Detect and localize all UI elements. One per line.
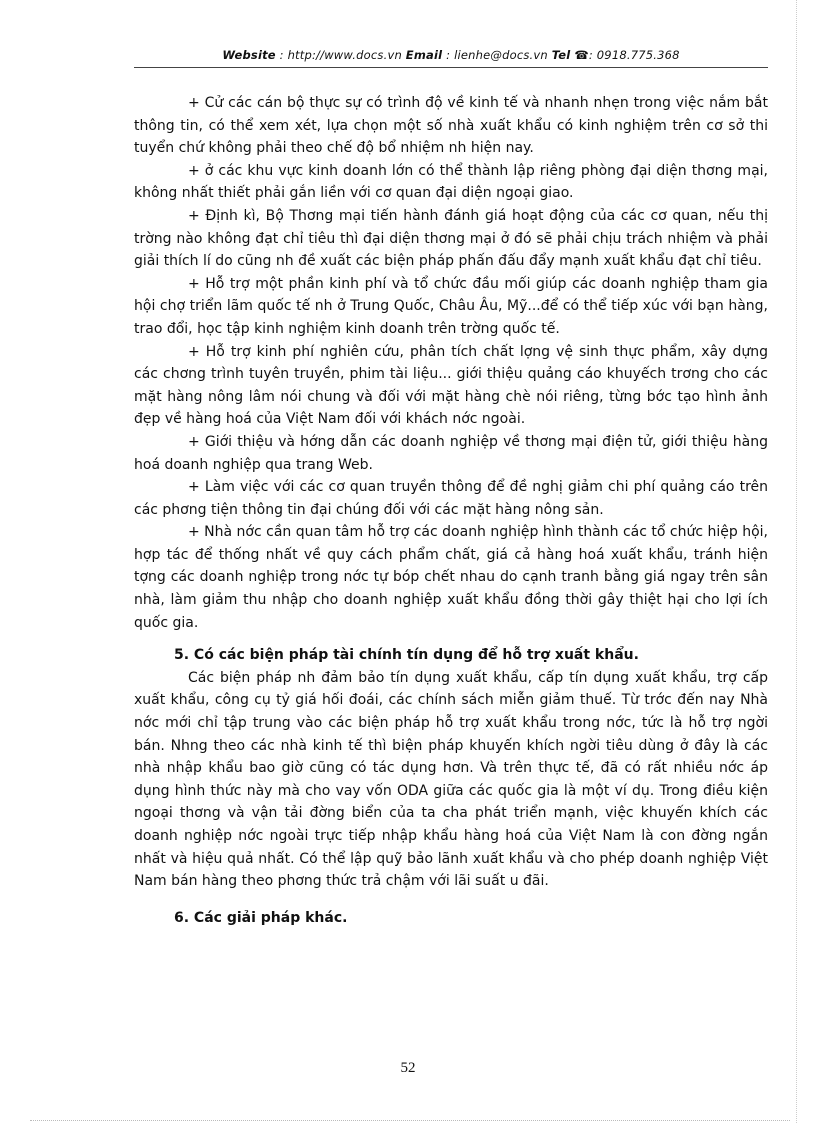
paragraph: + Làm việc với các cơ quan truyền thông để đề nghị giảm chi phí quảng cáo trên các phơng tiện thông tin đại chúng đối với các mặt hàng nông sản. xyxy=(134,479,768,518)
section-heading-6: 6. Các giải pháp khác. xyxy=(174,909,348,926)
paragraph: + Hỗ trợ một phần kinh phí và tổ chức đầu mối giúp các doanh nghiệp tham gia hội chợ triển lãm quốc tế nh ở Trung Quốc, Châu Âu, Mỹ...để có thể tiếp xúc với bạn hàng, trao đổi, học tập kinh nghiệm kinh doanh trên trờng quốc tế. xyxy=(134,275,768,337)
page-number: 52 xyxy=(400,1060,416,1076)
paragraph: + Hỗ trợ kinh phí nghiên cứu, phân tích chất lợng vệ sinh thực phẩm, xây dựng các chơng trình tuyên truyền, phim tài liệu... giới thiệu quảng cáo khuyếch trơng cho các mặt hàng nông lâm nói chung và đối với mặt hàng chè nói riêng, từng bớc tạo hình ảnh đẹp về hàng hoá của Việt Nam đối với khách nớc ngoài. xyxy=(134,343,768,428)
paragraph: + Nhà nớc cần quan tâm hỗ trợ các doanh nghiệp hình thành các tổ chức hiệp hội, hợp tác để thống nhất về quy cách phẩm chất, giá cả hàng hoá xuất khẩu, tránh hiện tợng các doanh nghiệp trong nớc tự bóp chết nhau do cạnh tranh bằng giá ngay trên sân nhà, làm giảm thu nhập cho doanh nghiệp xuất khẩu đồng thời gây thiệt hại cho lợi ích quốc gia. xyxy=(134,524,768,631)
website-label: Website xyxy=(222,48,276,62)
document-body xyxy=(134,92,768,929)
phone-icon: ☎ xyxy=(574,48,589,62)
section-heading-5: 5. Có các biện pháp tài chính tín dụng để hỗ trợ xuất khẩu. xyxy=(174,647,639,664)
page-bottom-border xyxy=(30,1120,790,1121)
website-value: : http://www.docs.vn xyxy=(279,48,402,62)
tel-value: : 0918.775.368 xyxy=(588,48,680,62)
page-right-border xyxy=(796,0,797,1123)
email-label: Email xyxy=(405,48,443,62)
page-header xyxy=(134,48,768,62)
paragraph: + Cử các cán bộ thực sự có trình độ về kinh tế và nhanh nhẹn trong việc nắm bắt thông tin, có thể xem xét, lựa chọn một số nhà xuất khẩu có kinh nghiệm trên cơ sở thi tuyển chứ không phải theo chế độ bổ nhiệm nh hiện nay. xyxy=(134,95,768,157)
paragraph: + Giới thiệu và hớng dẫn các doanh nghiệp về thơng mại điện tử, giới thiệu hàng hoá doanh nghiệp qua trang Web. xyxy=(134,433,768,473)
tel-label: Tel xyxy=(551,48,571,62)
paragraph: + Định kì, Bộ Thơng mại tiến hành đánh giá hoạt động của các cơ quan, nếu thị trờng nào không đạt chỉ tiêu thì đại diện thơng mại ở đó sẽ phải chịu trách nhiệm và phải giải thích lí do cũng nh đề xuất các biện pháp phấn đấu đẩy mạnh xuất khẩu đạt chỉ tiêu. xyxy=(134,207,768,270)
section-5-body: Các biện pháp nh đảm bảo tín dụng xuất khẩu, cấp tín dụng xuất khẩu, trợ cấp xuất khẩu, công cụ tỷ giá hối đoái, các chính sách miễn giảm thuế. Từ trớc đến nay Nhà nớc mới chỉ tập trung vào các biện pháp hỗ trợ xuất khẩu trong nớc, tức là hỗ trợ ngời bán. Nhng theo các nhà kinh tế thì biện pháp khuyến khích ngời tiêu dùng ở đây là các nhà nhập khẩu bao giờ cũng có tác dụng hơn. Và trên thực tế, đã có rất nhiều nớc áp dụng hình thức này mà cho vay vốn ODA giữa các quốc gia là một ví dụ. Trong điều kiện ngoại thơng và vận tải đờng biển của ta cha phát triển mạnh, việc khuyến khích các doanh nghiệp nớc ngoài trực tiếp nhập khẩu hàng hoá của Việt Nam là con đờng ngắn nhất và hiệu quả nhất. Có thể lập quỹ bảo lãnh xuất khẩu và cho phép doanh nghiệp Việt Nam bán hàng theo phơng thức trả chậm với lãi suất u đãi. xyxy=(134,669,768,890)
header-divider xyxy=(134,67,768,68)
email-value: : lienhe@docs.vn xyxy=(446,48,548,62)
paragraph: + ở các khu vực kinh doanh lớn có thể thành lập riêng phòng đại diện thơng mại, không nhất thiết phải gắn liền với cơ quan đại diện ngoại giao. xyxy=(134,162,768,202)
